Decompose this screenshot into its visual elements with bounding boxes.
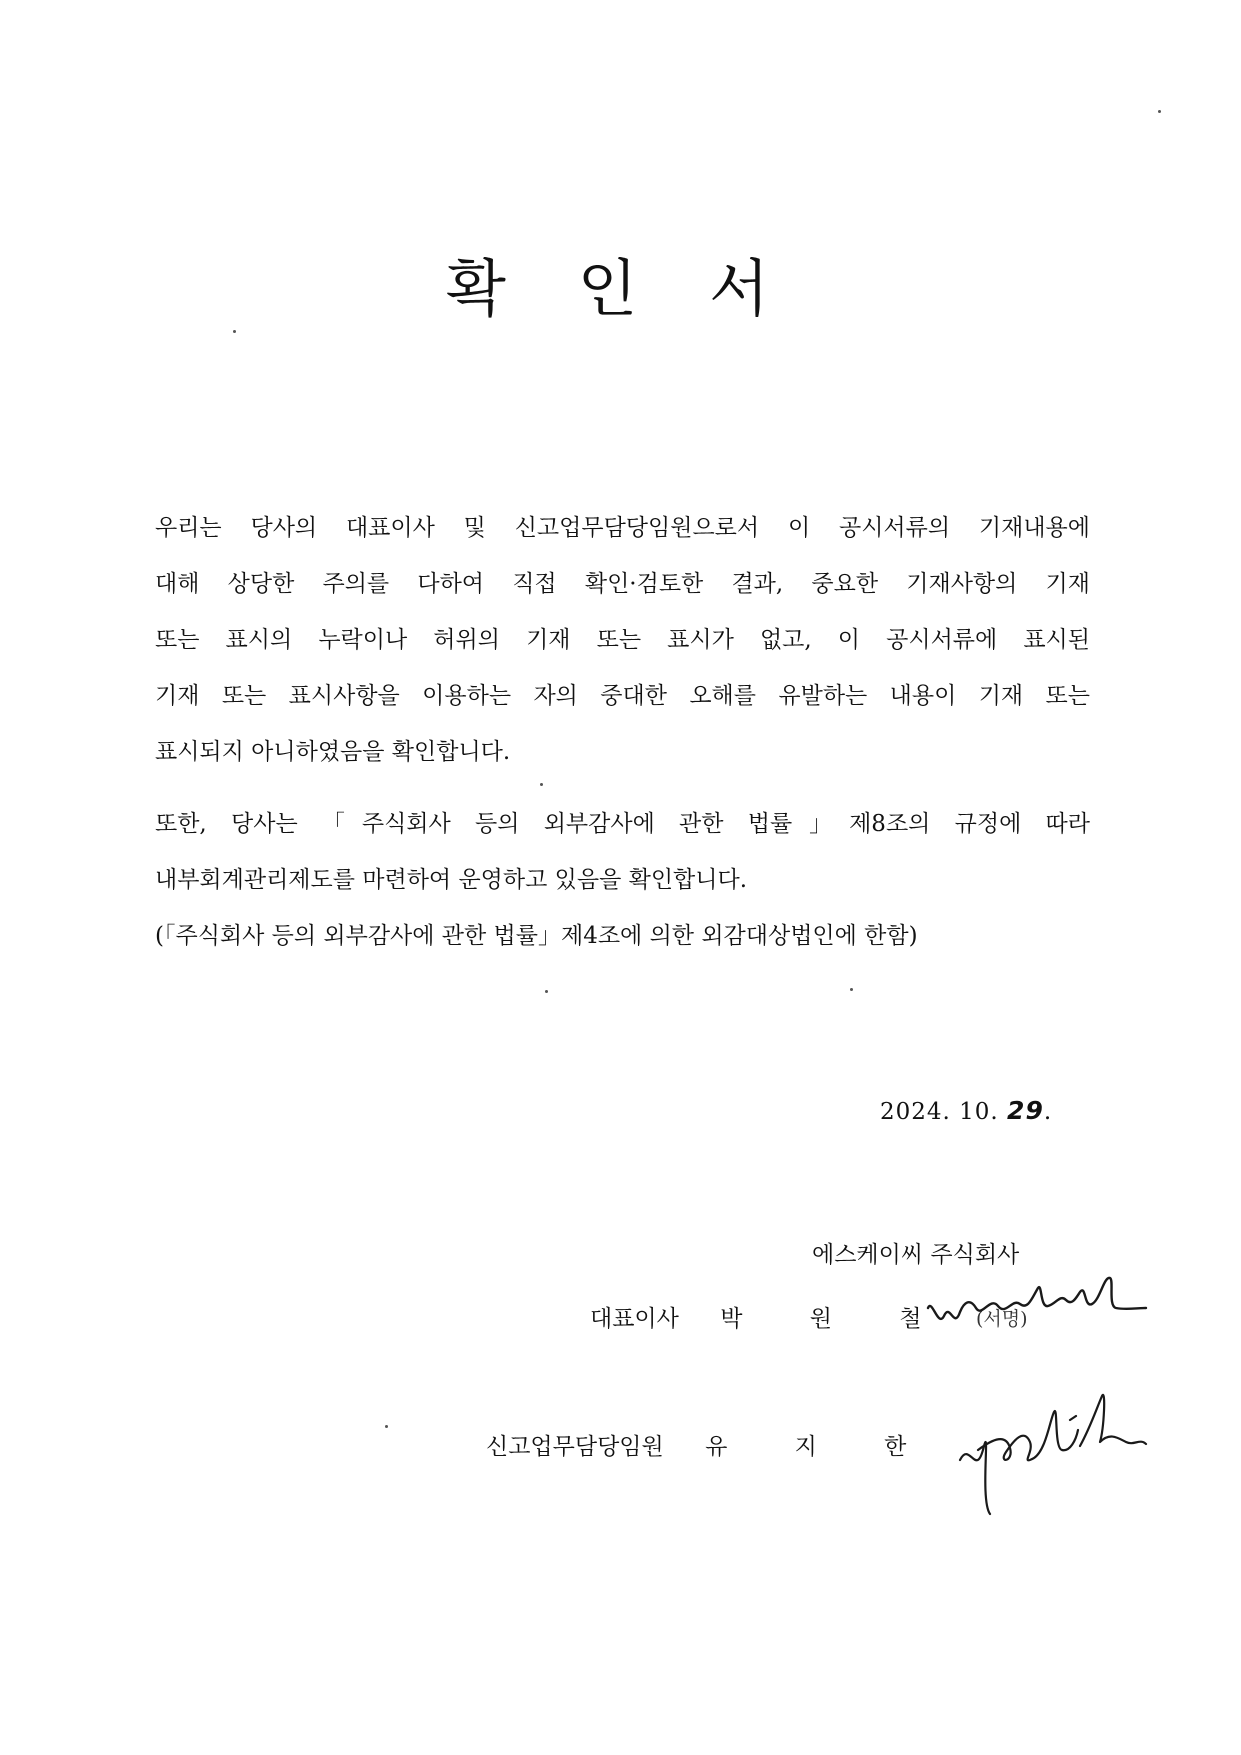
ceo-signature-icon — [920, 1268, 1150, 1348]
paragraph-line: 우리는 당사의 대표이사 및 신고업무담당임원으로서 이 공시서류의 기재내용에 — [155, 515, 1090, 541]
document-title: 확 인 서 — [445, 252, 796, 325]
officer-signature-icon — [950, 1380, 1150, 1520]
paragraph-line: 내부회계관리제도를 마련하여 운영하고 있음을 확인합니다. — [155, 867, 748, 893]
paragraph-line: 표시되지 아니하였음을 확인합니다. — [155, 739, 511, 765]
date-suffix: . — [1043, 1099, 1053, 1125]
signer-role: 신고업무담당임원 — [486, 1434, 664, 1460]
date-printed: 2024. 10. — [880, 1099, 999, 1125]
internal-control-paragraph — [155, 796, 1090, 964]
disclosure-officer-signer-row — [486, 1428, 936, 1461]
scan-speck — [1158, 110, 1161, 113]
company-name: 에스케이씨 주식회사 — [812, 1242, 1020, 1268]
document-date — [880, 1096, 1052, 1125]
applicability-note: (「주식회사 등의 외부감사에 관한 법률」제4조에 의한 외감대상법인에 한함) — [155, 923, 918, 949]
signer-name: 박 원 철 — [720, 1306, 952, 1332]
date-handwritten-day: 29 — [1007, 1096, 1044, 1125]
ceo-signer-row — [590, 1300, 951, 1333]
scan-speck — [850, 988, 853, 991]
paragraph-line: 또한, 당사는 「주식회사 등의 외부감사에 관한 법률」제8조의 규정에 따라 — [155, 811, 1090, 837]
signer-name: 유 지 한 — [705, 1434, 937, 1460]
scan-speck — [540, 783, 543, 786]
paragraph-line: 대해 상당한 주의를 다하여 직접 확인·검토한 결과, 중요한 기재사항의 기재 — [155, 571, 1090, 597]
signer-role: 대표이사 — [590, 1306, 679, 1332]
scan-speck — [545, 990, 548, 993]
seal-placeholder: (서명) — [976, 1308, 1028, 1330]
paragraph-line: 기재 또는 표시사항을 이용하는 자의 중대한 오해를 유발하는 내용이 기재 또는 — [155, 683, 1090, 709]
scan-speck — [233, 330, 236, 333]
confirmation-paragraph — [155, 500, 1090, 780]
scan-speck — [385, 1425, 388, 1428]
paragraph-line: 또는 표시의 누락이나 허위의 기재 또는 표시가 없고, 이 공시서류에 표시된 — [155, 627, 1090, 653]
